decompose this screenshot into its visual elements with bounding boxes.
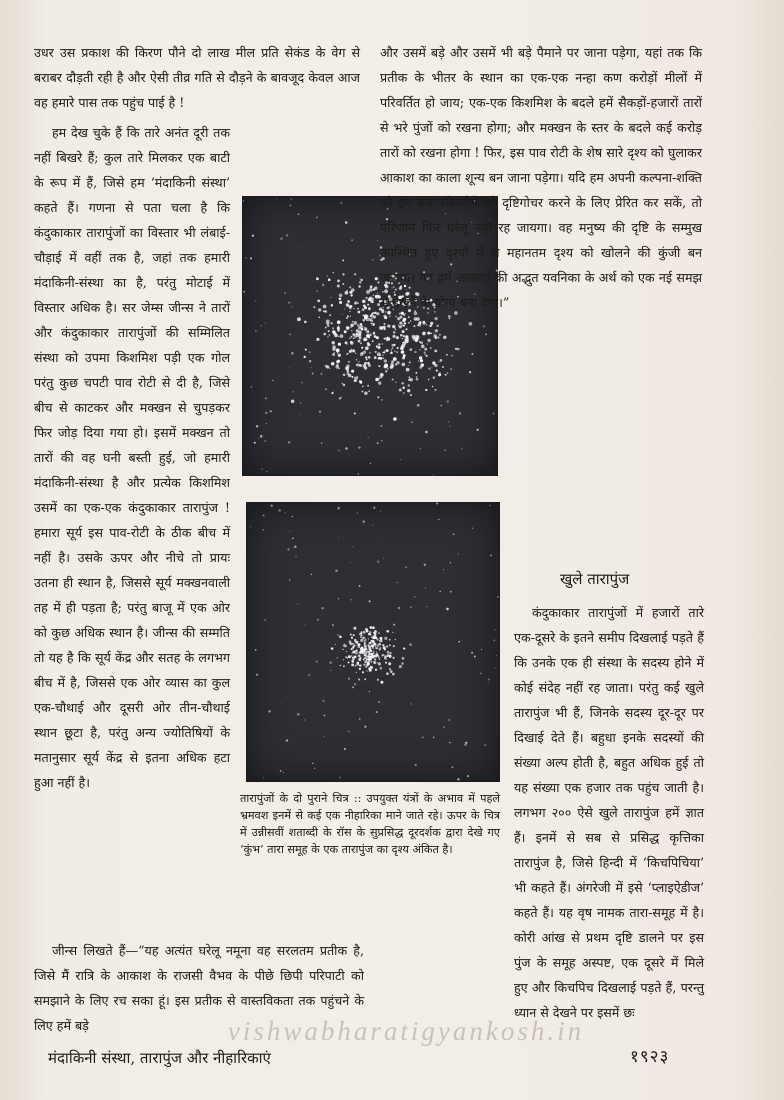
page-number: १९२३ [630, 1047, 670, 1067]
right-column-quote [380, 40, 702, 550]
section-heading: खुले तारापुंज [560, 570, 630, 588]
left-paragraph-2: हम देख चुके हैं कि तारे अनंत दूरी तक नहीं बिखरे हैं; कुल तारे मिलकर एक बाटी के रूप में हैं, जिसे हम ‘मंदाकिनी संस्था’ कहते हैं। गणना से पता चला है कि कंदुकाकार तारापुंजों का विस्तार भी लंबाई-चौड़ाई में वहीं तक है, जहां तक हमारी मंदाकिनी-संस्था का है, परंतु मोटाई में विस्तार अधिक है। सर जेम्स जीन्स ने तारों और कंदुकाकार तारापुंजों की सम्मिलित संस्था को उपमा किशमिश पड़ी एक गोल परंतु कुछ चपटी पाव रोटी से दी है, जिसे बीच से काटकर और मक्खन से चुपड़कर फिर जोड़ दिया गया हो। इसमें मक्खन तो तारों की वह घनी बस्ती हुई, जो हमारी मंदाकिनी-संस्था है और प्रत्येक किशमिश उसमें का एक-एक कंदुकाकार तारापुंज ! हमारा सूर्य इस पाव-रोटी के ठीक बीच में नहीं है। उसके ऊपर और नीचे तो प्रायः उतना ही स्थान है, जिससे सूर्य मक्खनवाली तह में ही पड़ता है; परंतु बाजू में एक ओर को कुछ अधिक स्थान है। जीन्स की सम्मति तो यह है कि सूर्य केंद्र और सतह के लगभग बीच में है, जिससे एक ओर व्यास का कुल एक-चौथाई और दूसरी ओर तीन-चौथाई स्थान छूटा है, परंतु अन्य ज्योतिषियों के मतानुसार सूर्य केंद्र से इतना अधिक हटा हुआ नहीं है। [34, 125, 230, 790]
photo-caption: तारापुंजों के दो पुराने चित्र :: उपयुक्त यंत्रों के अभाव में पहले भ्रमवश इनमें से कई एक नीहारिका माने जाते रहे। ऊपर के चित्र में उन्नीसवीं शताब्दी के रॉस के सुप्रसिद्ध दूरदर्शक द्वारा देखे गए ‘कुंभ’ तारा समूह के एक तारापुंज का दृश्य अंकित है। [240, 792, 500, 856]
opening-paragraph [34, 40, 360, 115]
left-column-main [34, 120, 230, 910]
running-title: मंदाकिनी संस्था, तारापुंज और नीहारिकाएं [48, 1049, 271, 1067]
left-paragraph-1: उधर उस प्रकाश की किरण पौने दो लाख मील प्रति सेकंड के वेग से बराबर दौड़ती रही है और ऐसी तीव्र गति से दौड़ने के बावजूद केवल आज वह हमारे पास तक पहुंच पाई है ! [34, 45, 360, 110]
left-paragraph-3: जीन्स लिखते हैं—“यह अत्यंत घरेलू नमूना वह सरलतम प्रतीक है, जिसे मैं रात्रि के आकाश के राजसी वैभव के पीछे छिपी परिपाटी को समझाने के लिए रच सका हूं। इस प्रतीक से वास्तविकता तक पहुंचने के लिए हमें बड़े [34, 943, 364, 1033]
section-paragraph-text: कंदुकाकार तारापुंजों में हजारों तारे एक-दूसरे के इतने समीप दिखलाई पड़ते हैं कि उनके एक ही संस्था के सदस्य होने में कोई संदेह नहीं रह जाता। परंतु कई खुले तारापुंज भी हैं, जिनके सदस्य दूर-दूर पर दिखाई देते हैं। बहुधा इनके सदस्यों की संख्या अल्प होती है, बहुत अधिक हुई तो यह संख्या एक हजार तक पहुंच जाती है। लगभग २०० ऐसे खुले तारापुंज हमें ज्ञात हैं। इनमें से सब से प्रसिद्ध कृत्तिका तारापुंज है, जिसे हिन्दी में ‘किचपिचिया’ भी कहते हैं। अंगरेजी में इसे ‘प्लाइऐडीज’ कहते हैं। यह वृष नामक तारा-समूह में है। कोरी आंख से प्रथम दृष्टि डालने पर इस पुंज के समूह अस्पष्ट, एक दूसरे में मिले हुए और किचपिच दिखलाई पड़ते हैं, परन्तु ध्यान से देखने पर इसमें छः [514, 605, 704, 1020]
site-watermark: vishwabharatigyankosh.in [227, 1016, 585, 1046]
right-paragraph-1: और उसमें बड़े और उसमें भी बड़े पैमाने पर जाना पड़ेगा, यहां तक कि प्रतीक के भीतर के स्थान का एक-एक नन्हा कण करोड़ों मीलों में परिवर्तित हो जाय; एक-एक किशमिश के बदले हमें सैकड़ों-हजारों तारों से भरे पुंजों को रखना होगा; और मक्खन के स्तर के बदले कई करोड़ तारों को रखना होगा ! फिर, इस पाव रोटी के शेष सारे दृश्य को घुलाकर आकाश का काला शून्य बन जाना पड़ेगा। यदि हम अपनी कल्पना-शक्ति को इन सब परिवर्तनों को दृष्टिगोचर करने के लिए प्रेरित कर सकें, तो परिणाम फिर घरेलू नहीं रह जायगा। वह मनुष्य की दृष्टि के सम्मुख उपस्थित हुए दृश्यों में से महानतम दृश्य को खोलने की कुंजी बन जायगा। वह हमें आकाश की अद्भुत यवनिका के अर्थ को एक नई समझ से देखने के योग्य बना देगा।” [380, 45, 702, 310]
section-paragraph [514, 600, 704, 1020]
